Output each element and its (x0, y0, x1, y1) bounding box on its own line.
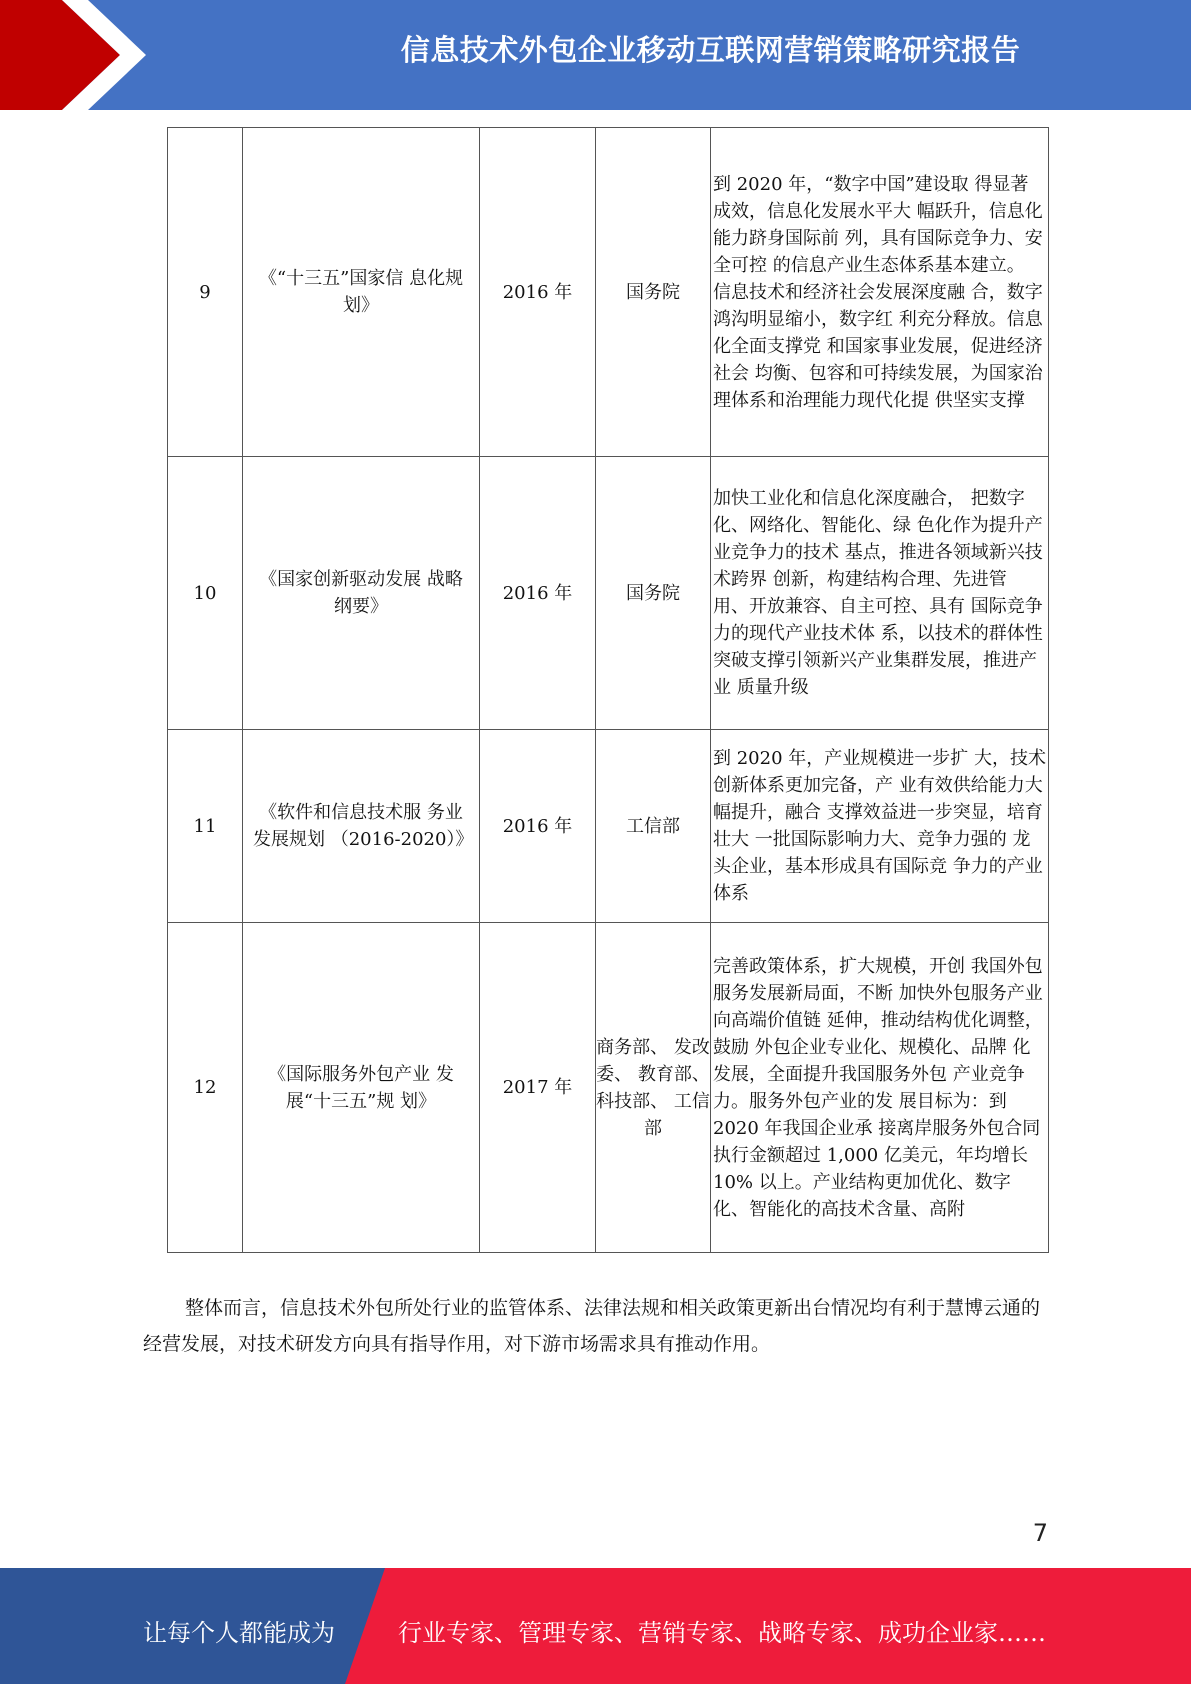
table-row (168, 730, 1049, 923)
header-band (0, 0, 1191, 110)
policy-year: 2016 年 (480, 457, 596, 730)
policy-department: 国务院 (596, 128, 711, 457)
policy-year: 2017 年 (480, 923, 596, 1253)
page-number: 7 (1032, 1519, 1048, 1547)
footer-band (0, 1568, 1191, 1684)
report-title: 信息技术外包企业移动互联网营销策略研究报告 (400, 33, 1021, 67)
row-number: 11 (168, 730, 243, 923)
policy-name: 《软件和信息技术服 务业发展规划 （2016-2020）》 (243, 730, 480, 923)
policy-table (167, 127, 1049, 1253)
policy-year: 2016 年 (480, 730, 596, 923)
policy-name: 《“十三五”国家信 息化规划》 (243, 128, 480, 457)
policy-department: 国务院 (596, 457, 711, 730)
policy-department: 工信部 (596, 730, 711, 923)
policy-name: 《国际服务外包产业 发展“十三五”规 划》 (243, 923, 480, 1253)
policy-department: 商务部、 发改委、 教育部、 科技部、 工信部 (596, 923, 711, 1253)
table-row (168, 923, 1049, 1253)
summary-paragraph: 整体而言，信息技术外包所处行业的监管体系、法律法规和相关政策更新出台情况均有利于慧博云通的经营发展，对技术研发方向具有指导作用，对下游市场需求具有推动作用。 (143, 1297, 1041, 1355)
policy-name: 《国家创新驱动发展 战略纲要》 (243, 457, 480, 730)
row-number: 12 (168, 923, 243, 1253)
policy-description: 到 2020 年，产业规模进一步扩 大，技术创新体系更加完备，产 业有效供给能力大幅提升，融合 支撑效益进一步突显，培育壮大 一批国际影响力大、竞争力强的 龙头企业，基本形成具有国际竞 争力的产业体系 (711, 730, 1049, 923)
footer-slogan-left: 让每个人都能成为 (143, 1619, 335, 1647)
policy-year: 2016 年 (480, 128, 596, 457)
policy-description: 加快工业化和信息化深度融合， 把数字化、网络化、智能化、绿 色化作为提升产业竞争力的技术 基点，推进各领域新兴技术跨界 创新，构建结构合理、先进管 用、开放兼容、自主可控、具有 国际竞争力的现代产业技术体 系，以技术的群体性突破支撑引领新兴产业集群发展，推进产业 质量升级 (711, 457, 1049, 730)
policy-description: 到 2020 年，“数字中国”建设取 得显著成效，信息化发展水平大 幅跃升，信息化能力跻身国际前 列，具有国际竞争力、安全可控 的信息产业生态体系基本建立。 信息技术和经济社会发展深度融 合，数字鸿沟明显缩小，数字红 利充分释放。信息化全面支撑党 和国家事业发展，促进经济社会 均衡、包容和可持续发展，为国家治理体系和治理能力现代化提 供坚实支撑 (711, 128, 1049, 457)
row-number: 9 (168, 128, 243, 457)
footer-slogan-right: 行业专家、管理专家、营销专家、战略专家、成功企业家…… (398, 1619, 1046, 1647)
policy-description: 完善政策体系，扩大规模，开创 我国外包服务发展新局面，不断 加快外包服务产业向高端价值链 延伸，推动结构优化调整，鼓励 外包企业专业化、规模化、品牌 化发展，全面提升我国服务外包 产业竞争力。服务外包产业的发 展目标为：到 2020 年我国企业承 接离岸服务外包合同执行金额超过 1,000 亿美元，年均增长 10% 以上。产业结构更加优化、数字 化、智能化的高技术含量、高附 (711, 923, 1049, 1253)
table-row (168, 457, 1049, 730)
row-number: 10 (168, 457, 243, 730)
header-chevron-icon (0, 0, 160, 110)
table-row (168, 128, 1049, 457)
